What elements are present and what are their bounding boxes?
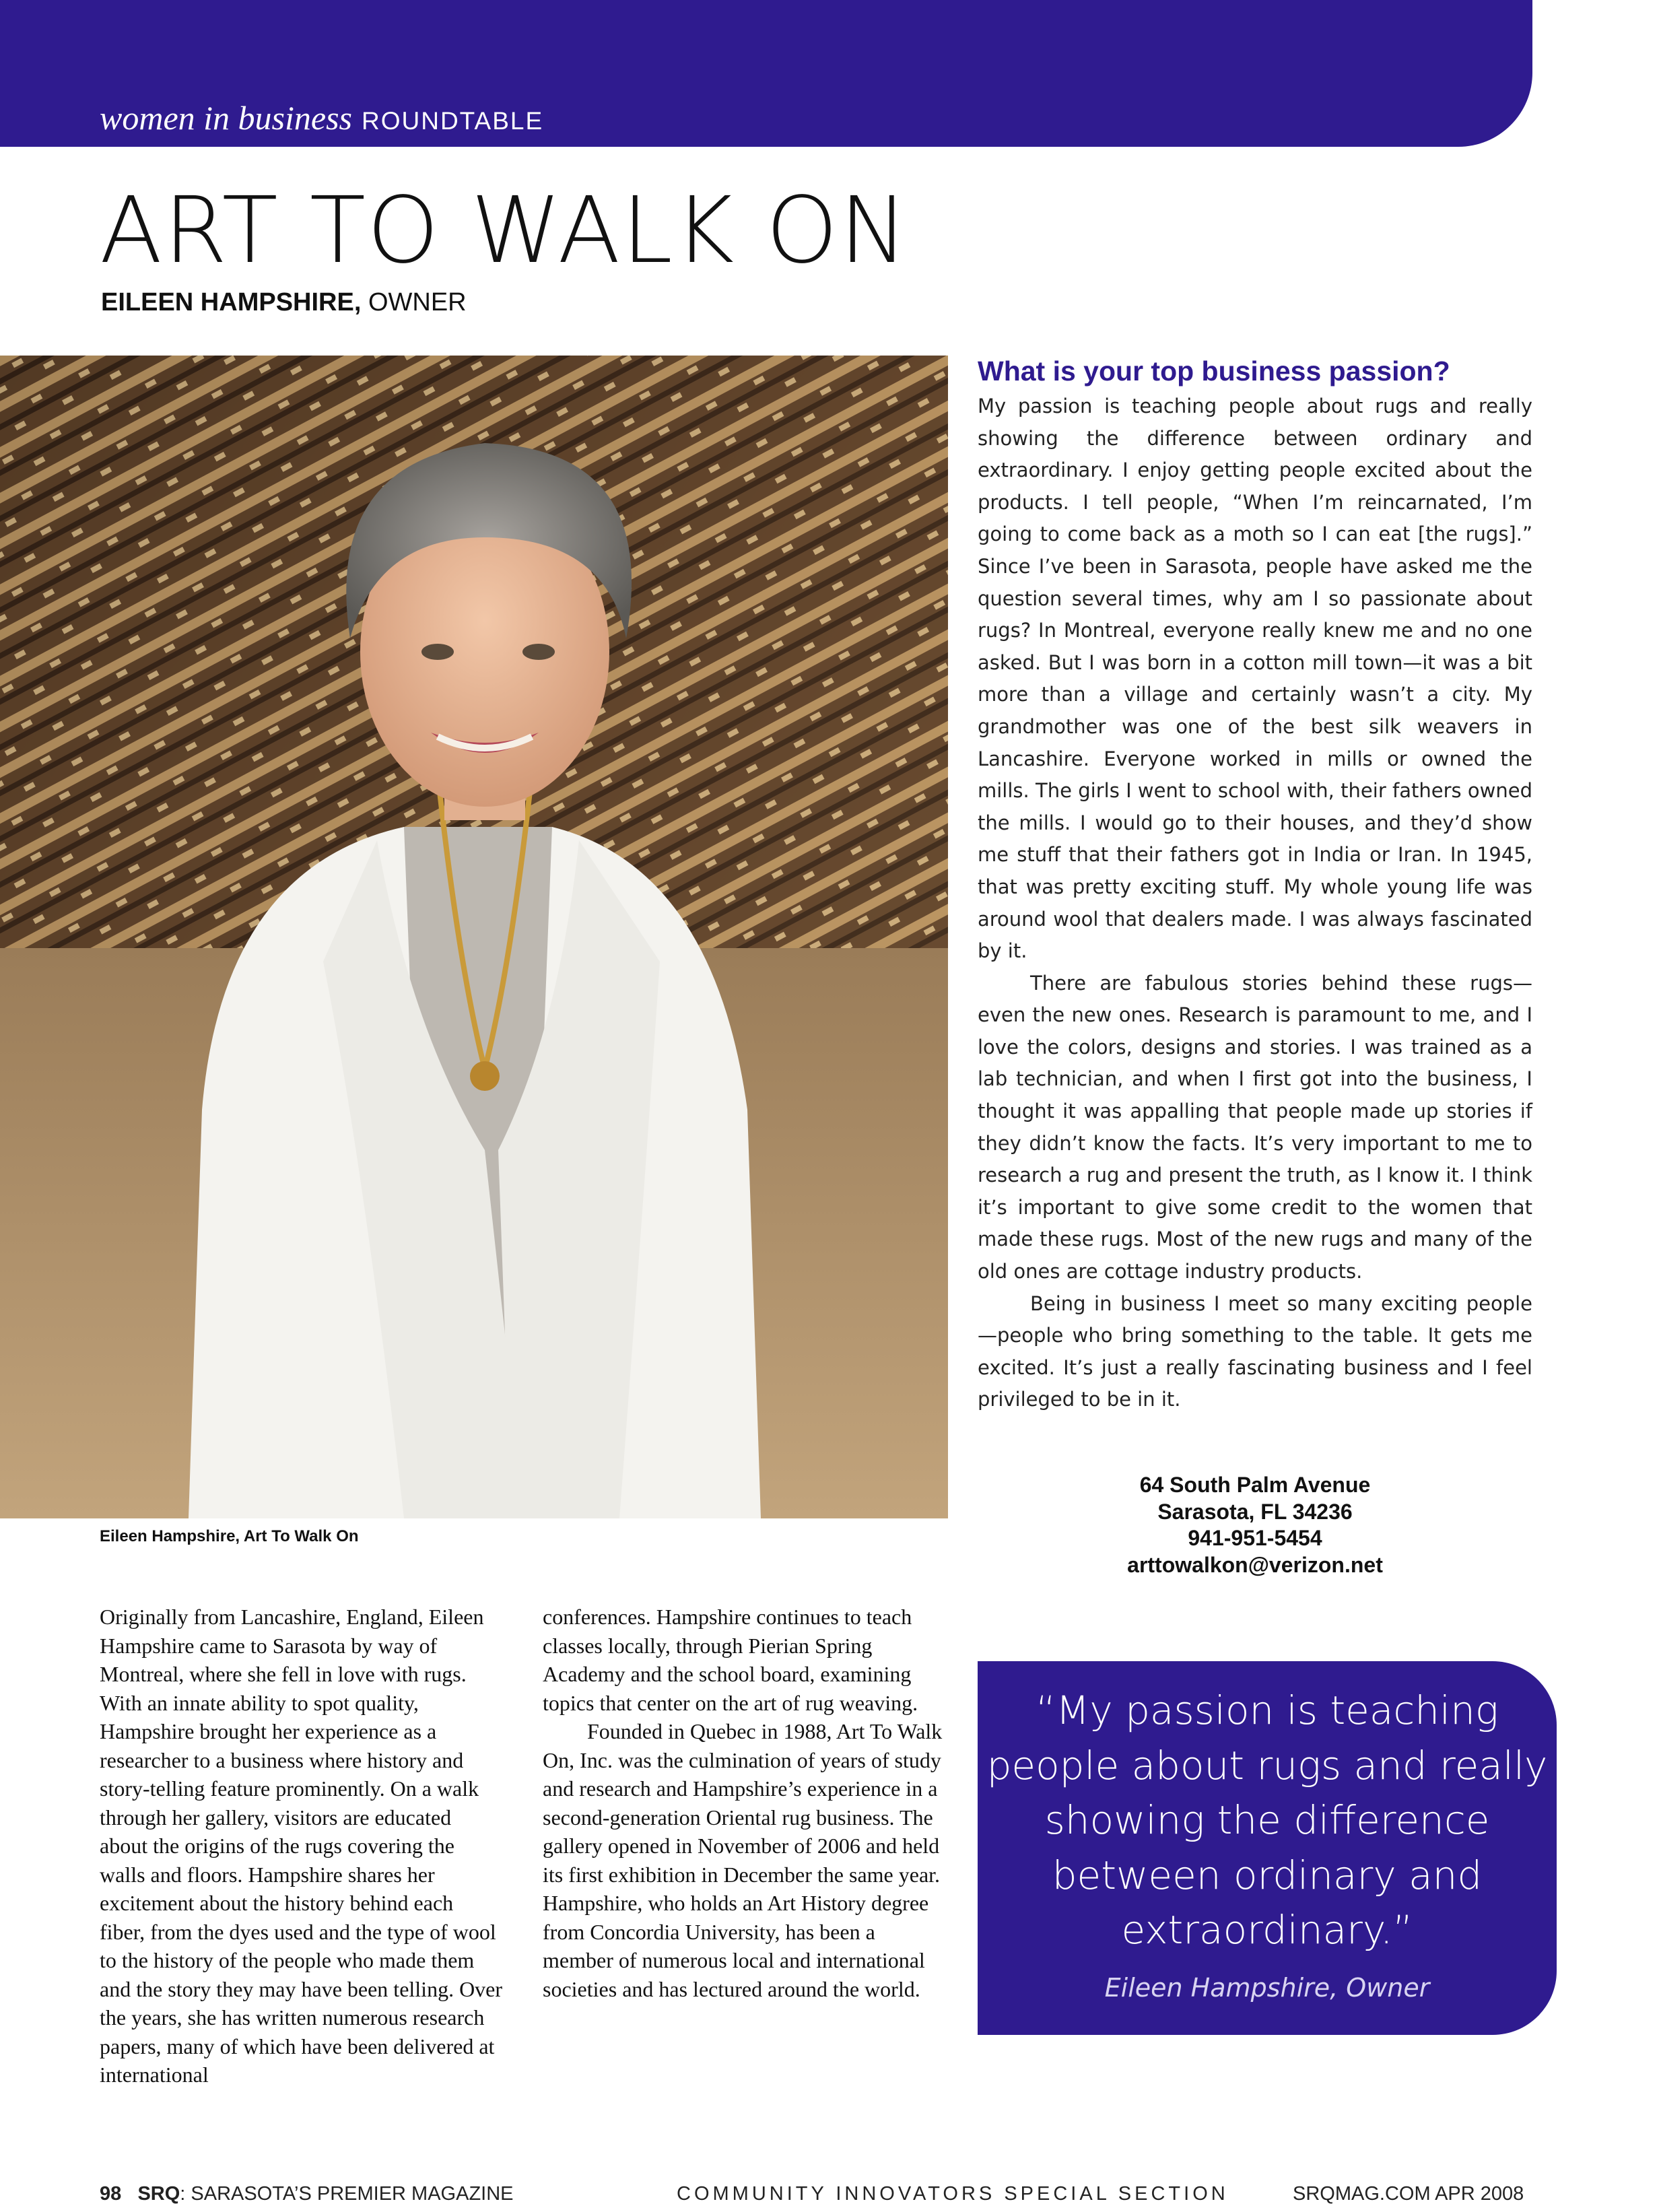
contact-city: Sarasota, FL 34236 bbox=[1157, 1499, 1353, 1524]
contact-phone: 941-951-5454 bbox=[1188, 1526, 1322, 1550]
byline bbox=[101, 288, 467, 317]
profile-column-2 bbox=[543, 1603, 947, 2003]
section-label-caps: ROUNDTABLE bbox=[362, 107, 544, 135]
profile-paragraph: Founded in Quebec in 1988, Art To Walk On, Inc. was the culmination of years of study and research and Hampshire’s experience in a second-generation Oriental rug business. The gallery opened in November of 2006 and held its first exhibition in December the same year. Hampshire, who holds an Art History degree from Concordia University, has been a member of numerous local and international societies and has lectured around the world. bbox=[543, 1719, 943, 2001]
answer-paragraph: Being in business I meet so many exciting people—people who bring something to the table. It gets me excited. It’s just a really fascinating business and I feel privileged to be in it. bbox=[978, 1292, 1532, 1411]
portrait-photo bbox=[0, 356, 948, 1518]
pullquote-attribution: Eileen Hampshire, Owner bbox=[1104, 1973, 1430, 2003]
profile-column-1 bbox=[100, 1603, 504, 2089]
footer-issue: SRQMAG.COM APR 2008 bbox=[1293, 2183, 1524, 2205]
contact-address: 64 South Palm Avenue bbox=[1139, 1473, 1371, 1497]
footer-left bbox=[100, 2183, 514, 2205]
byline-role: OWNER bbox=[368, 288, 467, 316]
contact-block bbox=[978, 1472, 1532, 1578]
interview-question: What is your top business passion? bbox=[978, 356, 1450, 387]
profile-paragraph: Originally from Lancashire, England, Eileen Hampshire came to Sarasota by way of Montreal, where she fell in love with rugs. With an innate ability to spot quality, Hampshire brought her experience as a researcher to a business where history and story-telling feature prominently. On a walk through her gallery, visitors are educated about the origins of the rugs covering the walls and floors. Hampshire shares her excitement about the history behind each fiber, from the dyes used and the type of wool to the history of the people who made them and the story they may have been telling. Over the years, she has written numerous research papers, many of which have been delivered at international bbox=[100, 1605, 503, 2087]
contact-email: arttowalkon@verizon.net bbox=[1127, 1552, 1383, 1577]
section-label bbox=[100, 98, 543, 137]
answer-paragraph: My passion is teaching people about rugs and really showing the difference between ordinary and extraordinary. I enjoy getting people excited about the products. I tell people, “When I’m reincarnated, I’m going to come back as a moth so I can eat [the rugs].” Since I’ve been in Sarasota, people have asked me the question several times, why am I so passionate about rugs? In Montreal, everyone really knew me and no one asked. But I was born in a cotton mill town—it was a bit more than a village and certainly wasn’t a city. My grandmother was one of the best silk weavers in Lancashire. Everyone worked in mills or owned the mills. The girls I went to school with, their fathers owned the mills. I would go to their houses, and they’d show me stuff that their fathers got in India or Iran. In 1945, that was pretty exciting stuff. My whole young life was around wool that dealers made. I was always fascinated by it. bbox=[978, 395, 1532, 963]
magazine-name: SRQ bbox=[137, 2183, 180, 2205]
section-label-italic: women in business bbox=[100, 99, 352, 137]
byline-name: EILEEN HAMPSHIRE, bbox=[101, 288, 362, 316]
pullquote-text: “My passion is teaching people about rugs and really showing the difference between ordinary and extraordinary.” bbox=[986, 1687, 1548, 1953]
footer-section: COMMUNITY INNOVATORS SPECIAL SECTION bbox=[677, 2183, 1229, 2205]
article-title: ART TO WALK ON bbox=[100, 178, 910, 284]
page-number: 98 bbox=[100, 2183, 122, 2205]
portrait-illustration bbox=[0, 356, 948, 1518]
photo-caption: Eileen Hampshire, Art To Walk On bbox=[100, 1527, 359, 1545]
profile-paragraph: conferences. Hampshire continues to teach classes locally, through Pierian Spring Academy and the school board, examining topics that center on the art of rug weaving. bbox=[543, 1605, 918, 1715]
answer-paragraph: There are fabulous stories behind these rugs—even the new ones. Research is paramount to me, and I love the colors, designs and stories. I was trained as a lab technician, and when I first got into the business, I thought it was appalling that people made up stories if they didn’t know the facts. It’s very important to me to research a rug and present the truth, as I know it. I think it’s important to give some credit to the women that made these rugs. Most of the new rugs and many of the old ones are cottage industry products. bbox=[978, 971, 1532, 1283]
magazine-tagline: : SARASOTA’S PREMIER MAGAZINE bbox=[180, 2183, 514, 2205]
interview-answer bbox=[978, 391, 1532, 1416]
